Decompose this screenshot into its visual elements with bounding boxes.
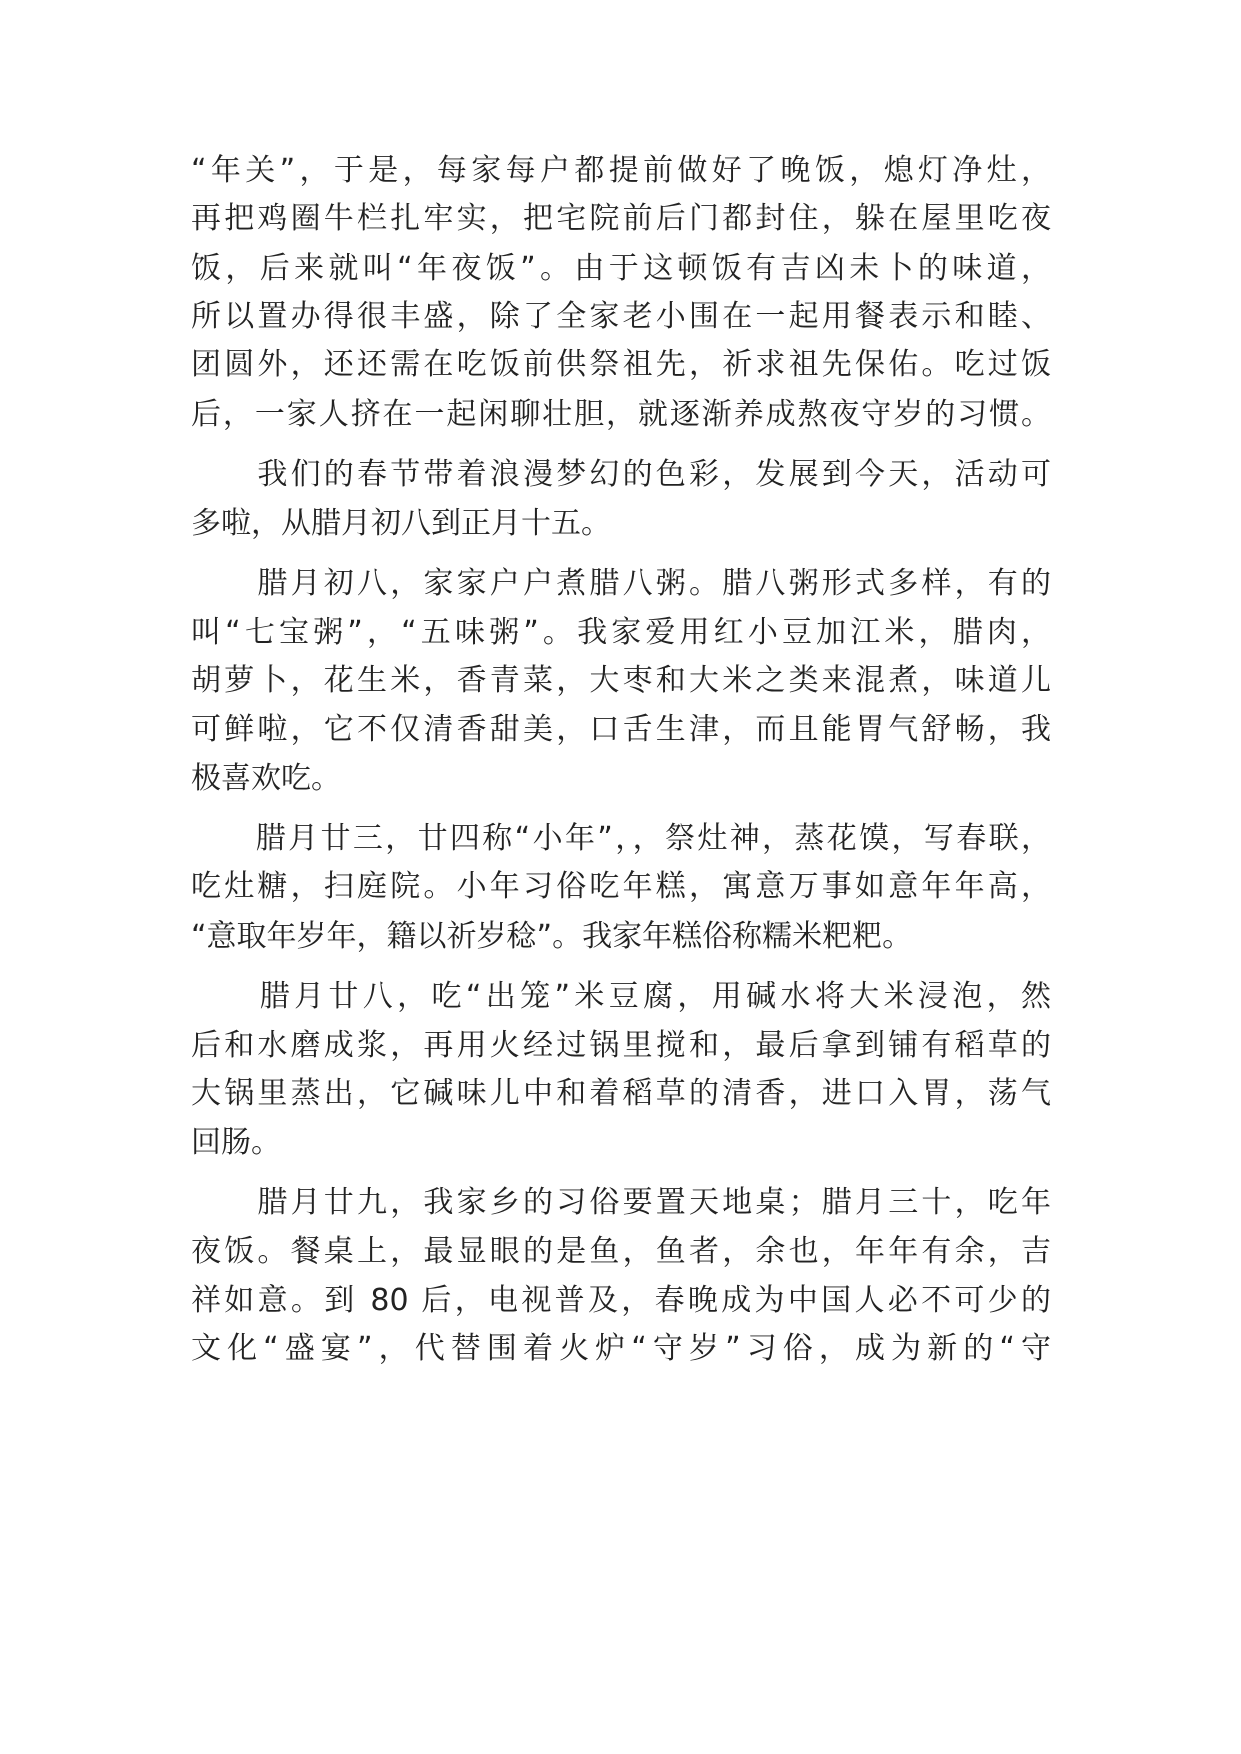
text-line: 腊月初八，家家户户煮腊八粥。腊八粥形式多样，有的 xyxy=(191,566,1051,601)
text-line: 吃灶糖，扫庭院。小年习俗吃年糕，寓意万事如意年年高， xyxy=(191,869,1051,904)
text-line: 祥如意。到 80 后，电视普及，春晚成为中国人必不可少的 xyxy=(191,1283,1051,1318)
text-line: 叫“七宝粥”，“五味粥”。我家爱用红小豆加江米，腊肉， xyxy=(191,615,1051,650)
text-line: “意取年岁年，籍以祈岁稔”。我家年糕俗称糯米粑粑。 xyxy=(191,919,913,954)
text-line: 后和水磨成浆，再用火经过锅里搅和，最后拿到铺有稻草的 xyxy=(191,1028,1051,1063)
text-line: 文化“盛宴”，代替围着火炉“守岁”习俗，成为新的“守 xyxy=(191,1331,1051,1366)
text-line: 所以置办得很丰盛，除了全家老小围在一起用餐表示和睦、 xyxy=(191,299,1051,334)
text-line: 后，一家人挤在一起闲聊壮胆，就逐渐养成熬夜守岁的习惯。 xyxy=(191,397,1051,432)
text-line: “年关”，于是，每家每户都提前做好了晚饭，熄灯净灶， xyxy=(191,153,1051,188)
text-line: 团圆外，还还需在吃饭前供祭祖先，祈求祖先保佑。吃过饭 xyxy=(191,347,1051,382)
text-line: 大锅里蒸出，它碱味儿中和着稻草的清香，进口入胃，荡气 xyxy=(191,1076,1051,1111)
text-line: 腊月廿九，我家乡的习俗要置天地桌；腊月三十，吃年 xyxy=(191,1185,1051,1220)
text-line: 极喜欢吃。 xyxy=(191,761,341,796)
text-line: 胡萝卜，花生米，香青菜，大枣和大米之类来混煮，味道儿 xyxy=(191,663,1051,698)
text-line: 我们的春节带着浪漫梦幻的色彩，发展到今天，活动可 xyxy=(191,457,1051,492)
text-line: 回肠。 xyxy=(191,1125,281,1160)
text-line: 腊月廿八，吃“出笼”米豆腐，用碱水将大米浸泡，然 xyxy=(191,979,1051,1014)
text-line: 夜饭。餐桌上，最显眼的是鱼，鱼者，余也，年年有余，吉 xyxy=(191,1234,1051,1269)
text-line: 再把鸡圈牛栏扎牢实，把宅院前后门都封住，躲在屋里吃夜 xyxy=(191,201,1051,236)
text-line: 腊月廿三，廿四称“小年”，，祭灶神，蒸花馍，写春联， xyxy=(191,821,1051,856)
text-line: 多啦，从腊月初八到正月十五。 xyxy=(191,506,611,541)
text-line: 可鲜啦，它不仅清香甜美，口舌生津，而且能胃气舒畅，我 xyxy=(191,712,1051,747)
text-line: 饭，后来就叫“年夜饭”。由于这顿饭有吉凶未卜的味道， xyxy=(191,251,1051,286)
